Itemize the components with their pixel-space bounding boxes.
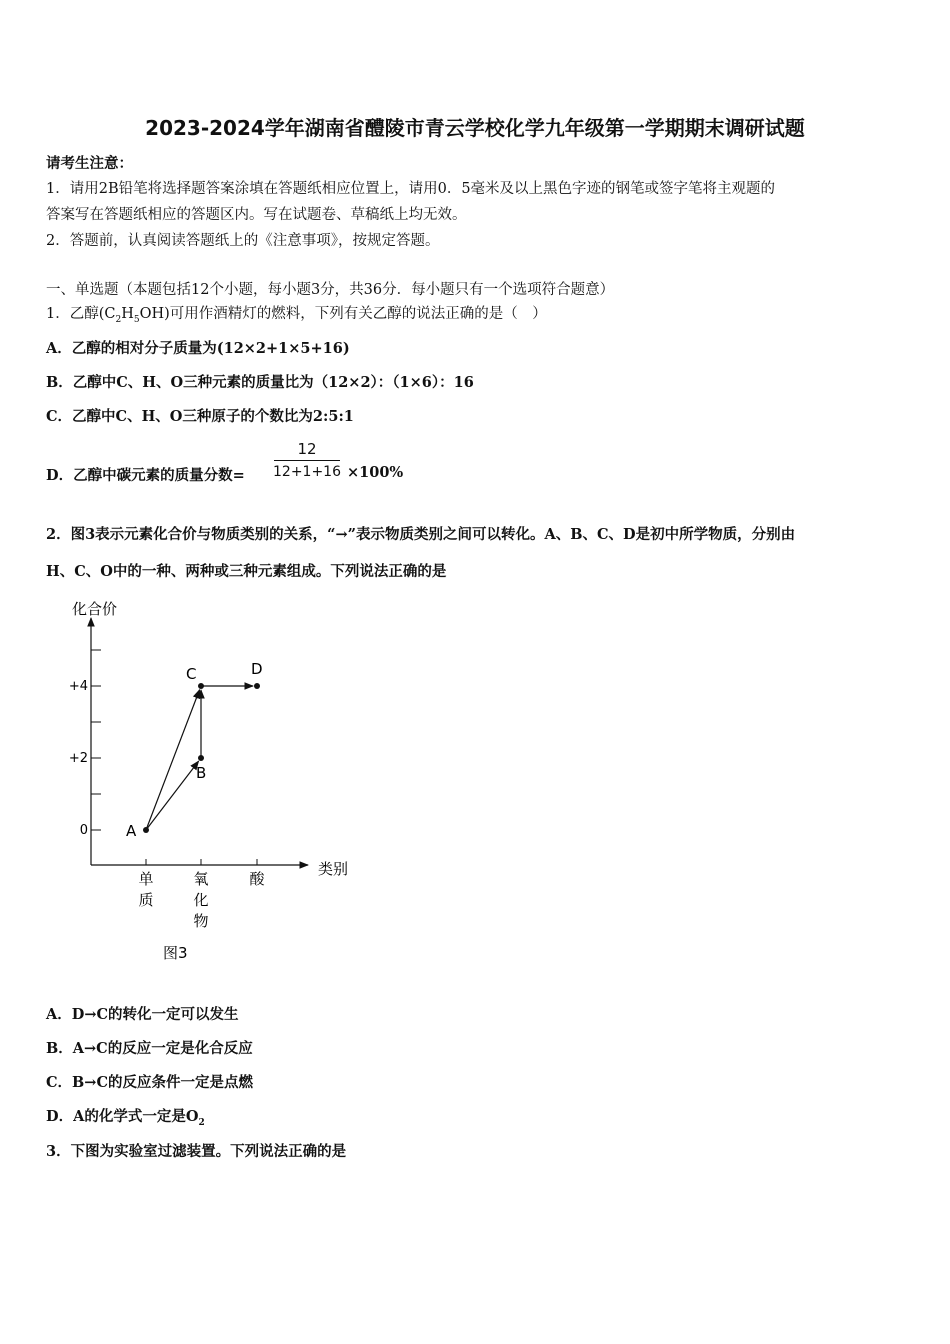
q1-option-c: C．乙醇中C、H、O三种原子的个数比为2:5:1 bbox=[46, 408, 354, 425]
y-tick-label: 0 bbox=[79, 823, 88, 838]
point bbox=[254, 683, 260, 689]
q1-option-d: D．乙醇中碳元素的质量分数= bbox=[46, 467, 245, 484]
q1-option-d-suffix: ×100% bbox=[347, 464, 404, 481]
q2-option-a: A．D→C的转化一定可以发生 bbox=[46, 1006, 239, 1023]
transition-arrow bbox=[146, 761, 199, 830]
x-category-label: 酸 bbox=[249, 870, 265, 888]
notice-item-1-continued: 答案写在答题纸相应的答题区内。写在试题卷、草稿纸上均无效。 bbox=[46, 207, 467, 223]
q1-option-b: B．乙醇中C、H、O三种元素的质量比为（12×2）：（1×6）：16 bbox=[46, 374, 474, 391]
x-category-label: 氧 bbox=[193, 870, 209, 888]
y-axis-label: 化合价 bbox=[72, 600, 118, 618]
transition-arrow bbox=[146, 690, 200, 830]
q2-option-c: C．B→C的反应条件一定是点燃 bbox=[46, 1074, 253, 1091]
q1-stem: 1．乙醇$(C_2H_5OH)$可用作酒精灯的燃料，下列有关乙醇的说法正确的是（ ） bbox=[46, 306, 547, 325]
chart-title: 图3 bbox=[163, 944, 188, 962]
point-label: A bbox=[126, 822, 137, 840]
x-category-label: 单 bbox=[138, 870, 154, 888]
point bbox=[198, 683, 204, 689]
point-label: D bbox=[251, 660, 263, 678]
point bbox=[198, 755, 204, 761]
x-category-label: 质 bbox=[138, 891, 154, 909]
point bbox=[143, 827, 149, 833]
fraction-numerator: 12 bbox=[297, 440, 317, 458]
x-category-label: 化 bbox=[193, 891, 209, 909]
page-title: 2023-2024学年湖南省醴陵市青云学校化学九年级第一学期期末调研试题 bbox=[145, 116, 805, 140]
q2-stem-line-1: 2．图3表示元素化合价与物质类别的关系，“→”表示物质类别之间可以转化。A、B、C、D是初中所学物质，分别由 bbox=[46, 526, 796, 543]
y-tick-label: +2 bbox=[68, 751, 88, 766]
x-axis-label: 类别 bbox=[318, 860, 349, 878]
section-heading: 一、单选题（本题包括12个小题，每小题3分，共36分．每小题只有一个选项符合题意） bbox=[46, 282, 615, 298]
fraction-denominator: 12+1+16 bbox=[273, 464, 341, 480]
notice-item-2: 2．答题前，认真阅读答题纸上的《注意事项》，按规定答题。 bbox=[46, 233, 440, 249]
notice-heading: 请考生注意： bbox=[46, 155, 133, 172]
q1-option-d-fraction bbox=[272, 440, 342, 480]
q3-stem: 3．下图为实验室过滤装置。下列说法正确的是 bbox=[46, 1143, 347, 1160]
valence-category-chart bbox=[60, 596, 370, 971]
notice-item-1: 1．请用2B铅笔将选择题答案涂填在答题纸相应位置上，请用0．5毫米及以上黑色字迹的钢笔或签字笔将主观题的 bbox=[46, 181, 776, 197]
y-tick-label: +4 bbox=[68, 679, 88, 694]
q1-option-a: A．乙醇的相对分子质量为(12×2+1×5+16) bbox=[46, 340, 350, 357]
q2-option-d: D．A的化学式一定是$O_2$ bbox=[46, 1108, 205, 1128]
x-category-label: 物 bbox=[193, 912, 209, 930]
q2-stem-line-2: H、C、O中的一种、两种或三种元素组成。下列说法正确的是 bbox=[46, 563, 447, 580]
point-label: C bbox=[186, 665, 197, 683]
point-label: B bbox=[196, 764, 207, 782]
q2-option-b: B．A→C的反应一定是化合反应 bbox=[46, 1040, 253, 1057]
